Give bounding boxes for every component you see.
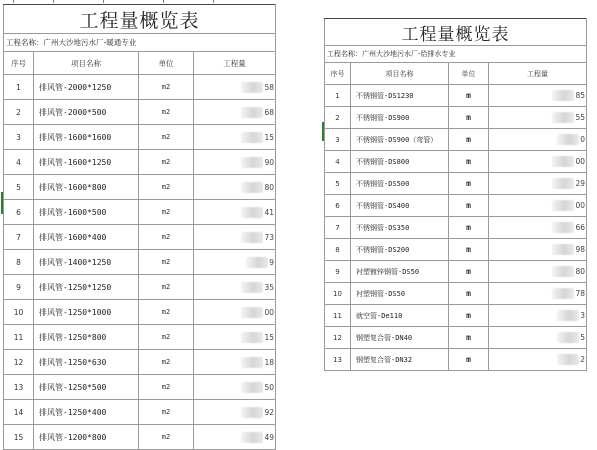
redacted-value-blur (552, 112, 574, 123)
redacted-value-blur (241, 282, 263, 293)
redacted-value-blur (241, 182, 263, 193)
row-number-cell[interactable]: 8 (325, 239, 351, 261)
row-number-cell[interactable]: 13 (325, 349, 351, 371)
redacted-value-blur (552, 288, 574, 299)
redacted-value-blur (557, 354, 579, 365)
unit-cell[interactable]: m (449, 173, 489, 195)
quantity-cell[interactable] (489, 261, 587, 283)
redacted-value-blur (557, 332, 579, 343)
row-number-cell[interactable]: 5 (4, 175, 34, 200)
redacted-value-blur (552, 156, 574, 167)
row-number-cell[interactable]: 11 (4, 325, 34, 350)
right-quantity-table (324, 18, 587, 371)
quantity-digits: 66 (575, 223, 585, 232)
quantity-digits: 92 (264, 407, 275, 417)
table-row[interactable] (4, 350, 276, 375)
item-name-cell[interactable]: 排风管-1250*1250 (34, 275, 139, 300)
right-header-unit[interactable]: 单位 (449, 63, 489, 85)
quantity-cell[interactable] (489, 239, 587, 261)
quantity-digits: 55 (575, 113, 585, 122)
quantity-digits: 9 (269, 257, 275, 267)
quantity-cell[interactable] (194, 150, 276, 175)
row-number-cell[interactable]: 12 (325, 327, 351, 349)
quantity-digits: 00 (575, 201, 585, 210)
unit-cell[interactable]: m (449, 85, 489, 107)
quantity-cell[interactable] (194, 325, 276, 350)
item-name-cell[interactable]: 衬塑镀锌钢管-DS50 (351, 261, 449, 283)
redacted-value-blur (241, 207, 263, 218)
unit-cell[interactable]: m (449, 283, 489, 305)
redacted-value-blur (241, 232, 263, 243)
quantity-cell[interactable] (194, 250, 276, 275)
ruler-ticks (13, 0, 213, 3)
unit-cell[interactable]: m (449, 305, 489, 327)
unit-cell[interactable]: m (449, 349, 489, 371)
unit-cell[interactable]: m2 (139, 175, 194, 200)
left-header-name[interactable]: 项目名称 (34, 52, 139, 75)
row-number-cell[interactable]: 12 (4, 350, 34, 375)
item-name-cell[interactable]: 排风管-1600*400 (34, 225, 139, 250)
unit-cell[interactable]: m (449, 261, 489, 283)
row-number-cell[interactable]: 3 (325, 129, 351, 151)
table-row[interactable] (325, 283, 587, 305)
item-name-cell[interactable]: 排风管-1250*800 (34, 325, 139, 350)
right-header-name[interactable]: 项目名称 (351, 63, 449, 85)
redacted-value-blur (241, 382, 263, 393)
unit-cell[interactable]: m (449, 217, 489, 239)
redacted-value-blur (552, 244, 574, 255)
unit-cell[interactable]: m2 (139, 350, 194, 375)
quantity-cell[interactable] (194, 400, 276, 425)
redacted-value-blur (241, 82, 263, 93)
quantity-cell[interactable] (489, 107, 587, 129)
item-name-cell[interactable]: 排风管-1600*1600 (34, 125, 139, 150)
table-row[interactable] (325, 261, 587, 283)
unit-cell[interactable]: m (449, 239, 489, 261)
quantity-cell[interactable] (489, 283, 587, 305)
quantity-cell[interactable] (489, 217, 587, 239)
item-name-cell[interactable]: 排风管-1400*1250 (34, 250, 139, 275)
quantity-digits: 80 (264, 182, 275, 192)
left-header-no[interactable]: 序号 (4, 52, 34, 75)
quantity-digits: 90 (264, 157, 275, 167)
item-name-cell[interactable]: 排风管-1600*500 (34, 200, 139, 225)
row-number-cell[interactable]: 10 (4, 300, 34, 325)
redacted-value-blur (552, 178, 574, 189)
item-name-cell[interactable]: 排风管-1600*800 (34, 175, 139, 200)
table-row[interactable] (4, 100, 276, 125)
unit-cell[interactable]: m2 (139, 250, 194, 275)
unit-cell[interactable]: m2 (139, 100, 194, 125)
redacted-value-blur (552, 222, 574, 233)
table-row[interactable] (4, 125, 276, 150)
quantity-cell[interactable] (194, 175, 276, 200)
quantity-digits: 78 (575, 289, 585, 298)
quantity-digits: 15 (264, 332, 275, 342)
row-number-cell[interactable]: 2 (4, 100, 34, 125)
unit-cell[interactable]: m2 (139, 375, 194, 400)
left-header-qty[interactable]: 工程量 (194, 52, 276, 75)
quantity-cell[interactable] (489, 129, 587, 151)
quantity-digits: 15 (264, 132, 275, 142)
unit-cell[interactable]: m2 (139, 75, 194, 100)
quantity-cell[interactable] (194, 200, 276, 225)
table-row[interactable] (4, 200, 276, 225)
unit-cell[interactable]: m (449, 195, 489, 217)
quantity-cell[interactable] (194, 225, 276, 250)
right-sheet (324, 18, 586, 370)
item-name-cell[interactable]: 排风管-1200*800 (34, 425, 139, 450)
table-row[interactable] (325, 217, 587, 239)
unit-cell[interactable]: m2 (139, 400, 194, 425)
item-name-cell[interactable]: 排风管-1250*500 (34, 375, 139, 400)
redacted-value-blur (241, 132, 263, 143)
redacted-value-blur (552, 90, 574, 101)
redacted-value-blur (241, 332, 263, 343)
redacted-value-blur (552, 266, 574, 277)
row-number-cell[interactable]: 9 (325, 261, 351, 283)
right-header-qty[interactable]: 工程量 (489, 63, 587, 85)
redacted-value-blur (557, 134, 579, 145)
right-project-name: 工程名称：广州大沙地污水厂-给排水专业 (325, 46, 587, 63)
table-row[interactable] (4, 325, 276, 350)
quantity-digits: 80 (575, 267, 585, 276)
row-number-cell[interactable]: 4 (325, 151, 351, 173)
table-row[interactable] (325, 173, 587, 195)
redacted-value-blur (241, 107, 263, 118)
item-name-cell[interactable]: 不锈钢管-DS500 (351, 173, 449, 195)
table-row[interactable] (4, 225, 276, 250)
table-row[interactable] (4, 425, 276, 450)
redacted-value-blur (241, 432, 263, 443)
quantity-cell[interactable] (489, 85, 587, 107)
quantity-digits: 73 (264, 232, 275, 242)
unit-cell[interactable]: m (449, 129, 489, 151)
item-name-cell[interactable]: 不锈钢管-DS900 (351, 107, 449, 129)
left-project-name: 工程名称：广州大沙地污水厂-暖通专业 (4, 34, 276, 52)
quantity-cell[interactable] (489, 195, 587, 217)
table-row[interactable] (4, 275, 276, 300)
quantity-cell[interactable] (489, 151, 587, 173)
item-name-cell[interactable]: 排风管-1250*630 (34, 350, 139, 375)
row-selection-marker (1, 192, 3, 214)
quantity-digits: 5 (580, 333, 585, 342)
quantity-digits: 49 (264, 432, 275, 442)
row-number-cell[interactable]: 7 (325, 217, 351, 239)
redacted-value-blur (241, 307, 263, 318)
row-number-cell[interactable]: 6 (325, 195, 351, 217)
quantity-cell[interactable] (489, 349, 587, 371)
row-number-cell[interactable]: 6 (4, 200, 34, 225)
quantity-cell[interactable] (194, 375, 276, 400)
item-name-cell[interactable]: 衬塑钢管-DS50 (351, 283, 449, 305)
quantity-cell[interactable] (489, 305, 587, 327)
quantity-digits: 2 (580, 355, 585, 364)
table-row[interactable] (4, 150, 276, 175)
quantity-cell[interactable] (194, 275, 276, 300)
table-row[interactable] (325, 107, 587, 129)
row-number-cell[interactable]: 7 (4, 225, 34, 250)
row-number-cell[interactable]: 2 (325, 107, 351, 129)
item-name-cell[interactable]: 排风管-2000*1250 (34, 75, 139, 100)
unit-cell[interactable]: m2 (139, 425, 194, 450)
quantity-cell[interactable] (194, 350, 276, 375)
table-row[interactable] (325, 85, 587, 107)
item-name-cell[interactable]: 钢塑复合管-DN32 (351, 349, 449, 371)
redacted-value-blur (241, 357, 263, 368)
unit-cell[interactable]: m2 (139, 300, 194, 325)
table-row[interactable] (325, 305, 587, 327)
quantity-digits: 00 (264, 307, 275, 317)
unit-cell[interactable]: m (449, 151, 489, 173)
item-name-cell[interactable]: 不锈钢管-DS400 (351, 195, 449, 217)
item-name-cell[interactable]: 排风管-1250*400 (34, 400, 139, 425)
right-table-title: 工程量概览表 (325, 19, 587, 46)
row-number-cell[interactable]: 8 (4, 250, 34, 275)
item-name-cell[interactable]: 不锈钢管-DS200 (351, 239, 449, 261)
unit-cell[interactable]: m2 (139, 275, 194, 300)
item-name-cell[interactable]: 不锈钢管-DS900（弯管） (351, 129, 449, 151)
row-selection-marker (322, 122, 324, 141)
row-number-cell[interactable]: 9 (4, 275, 34, 300)
unit-cell[interactable]: m2 (139, 125, 194, 150)
quantity-digits: 85 (575, 91, 585, 100)
row-number-cell[interactable]: 5 (325, 173, 351, 195)
quantity-cell[interactable] (194, 125, 276, 150)
redacted-value-blur (241, 407, 263, 418)
row-number-cell[interactable]: 11 (325, 305, 351, 327)
left-sheet (3, 4, 275, 440)
item-name-cell[interactable]: 排风管-1600*1250 (34, 150, 139, 175)
row-number-cell[interactable]: 14 (4, 400, 34, 425)
item-name-cell[interactable]: 排风管-2000*500 (34, 100, 139, 125)
unit-cell[interactable]: m2 (139, 200, 194, 225)
table-row[interactable] (4, 175, 276, 200)
row-number-cell[interactable]: 1 (4, 75, 34, 100)
quantity-cell[interactable] (194, 75, 276, 100)
row-number-cell[interactable]: 15 (4, 425, 34, 450)
quantity-cell[interactable] (194, 300, 276, 325)
row-number-cell[interactable]: 13 (4, 375, 34, 400)
left-quantity-table (3, 4, 276, 450)
table-row[interactable] (325, 195, 587, 217)
quantity-digits: 35 (264, 282, 275, 292)
redacted-value-blur (241, 157, 263, 168)
quantity-cell[interactable] (489, 327, 587, 349)
quantity-digits: 68 (264, 107, 275, 117)
redacted-value-blur (552, 200, 574, 211)
quantity-digits: 18 (264, 357, 275, 367)
item-name-cell[interactable]: 就空管-De110 (351, 305, 449, 327)
table-row[interactable] (325, 239, 587, 261)
redacted-value-blur (557, 310, 579, 321)
item-name-cell[interactable]: 不锈钢管-DS350 (351, 217, 449, 239)
right-header-no[interactable]: 序号 (325, 63, 351, 85)
row-number-cell[interactable]: 4 (4, 150, 34, 175)
unit-cell[interactable]: m (449, 327, 489, 349)
row-number-cell[interactable]: 10 (325, 283, 351, 305)
left-header-unit[interactable]: 单位 (139, 52, 194, 75)
quantity-digits: 3 (580, 311, 585, 320)
quantity-cell[interactable] (194, 100, 276, 125)
quantity-digits: 98 (575, 245, 585, 254)
quantity-digits: 00 (575, 157, 585, 166)
quantity-digits: 58 (264, 82, 275, 92)
table-row[interactable] (325, 151, 587, 173)
item-name-cell[interactable]: 不锈钢管-DS1230 (351, 85, 449, 107)
table-row[interactable] (4, 250, 276, 275)
quantity-digits: 50 (264, 382, 275, 392)
unit-cell[interactable]: m2 (139, 150, 194, 175)
row-number-cell[interactable]: 3 (4, 125, 34, 150)
quantity-cell[interactable] (194, 425, 276, 450)
table-row[interactable] (4, 300, 276, 325)
item-name-cell[interactable]: 钢塑复合管-DN40 (351, 327, 449, 349)
quantity-digits: 41 (264, 207, 275, 217)
table-row[interactable] (4, 75, 276, 100)
table-row[interactable] (325, 129, 587, 151)
unit-cell[interactable]: m (449, 107, 489, 129)
table-row[interactable] (4, 400, 276, 425)
table-row[interactable] (4, 375, 276, 400)
quantity-cell[interactable] (489, 173, 587, 195)
left-table-title: 工程量概览表 (4, 5, 276, 34)
unit-cell[interactable]: m2 (139, 325, 194, 350)
redacted-value-blur (246, 257, 268, 268)
quantity-digits: 29 (575, 179, 585, 188)
unit-cell[interactable]: m2 (139, 225, 194, 250)
item-name-cell[interactable]: 排风管-1250*1000 (34, 300, 139, 325)
table-row[interactable] (325, 327, 587, 349)
item-name-cell[interactable]: 不锈钢管-DS800 (351, 151, 449, 173)
quantity-digits: 0 (580, 135, 585, 144)
row-number-cell[interactable]: 1 (325, 85, 351, 107)
table-row[interactable] (325, 349, 587, 371)
